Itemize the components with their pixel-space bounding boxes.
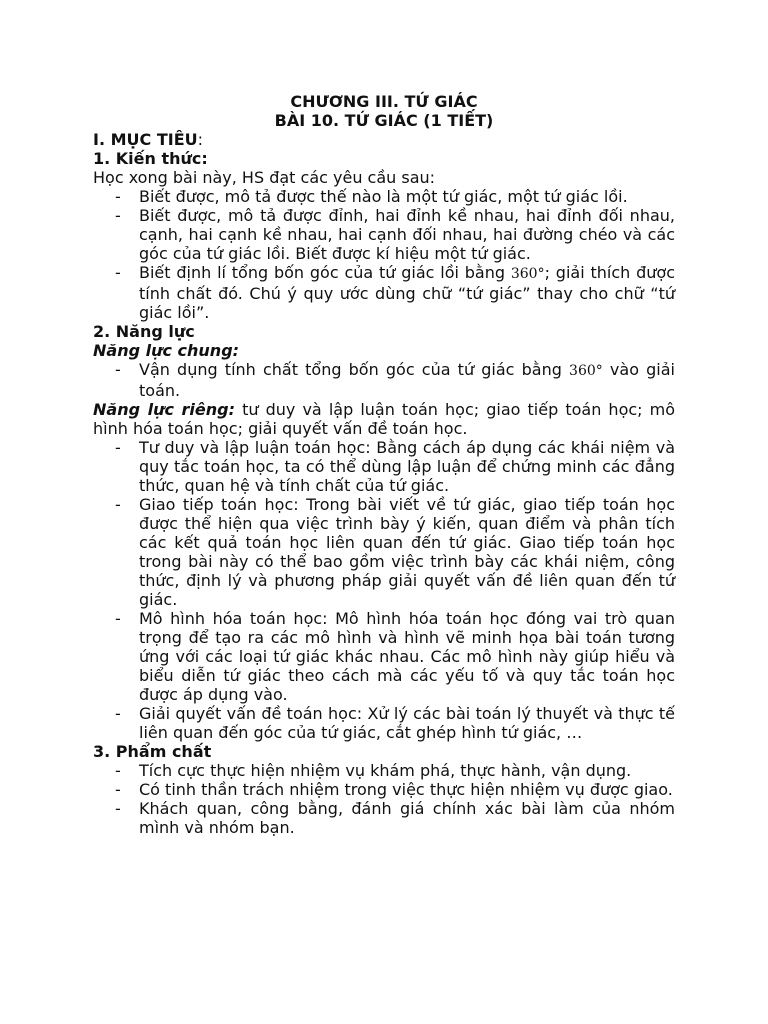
competence-item-text: Giải quyết vấn đề toán học: Xử lý các bài toán lý thuyết và thực tế liên quan đến góc của tứ giác, cắt ghép hình tứ giác, …: [139, 704, 675, 742]
objectives-heading-text: I. MỤC TIÊU: [93, 130, 198, 149]
general-competence-list: [93, 360, 675, 400]
bullet-dash: -: [115, 263, 121, 282]
quality-item-text: Khách quan, công bằng, đánh giá chính xác bài làm của nhóm mình và nhóm bạn.: [139, 799, 675, 837]
general-competence-item: [93, 360, 675, 400]
quality-item-text: Có tinh thần trách nhiệm trong việc thực hiện nhiệm vụ được giao.: [139, 780, 673, 799]
bullet-dash: -: [115, 609, 121, 628]
competence-item-text: Mô hình hóa toán học: Mô hình hóa toán học đóng vai trò quan trọng để tạo ra các mô hình và hình vẽ minh họa bài toán tương ứng với các loại tứ giác khác nhau. Các mô hình này giúp hiểu và biểu diễn tứ giác theo cách mà các yếu tố và quy tắc toán học được áp dụng vào.: [139, 609, 675, 704]
specific-competence-text: tư duy và lập luận toán học; giao tiếp toán học; mô hình hóa toán học; giải quyết vấn đề toán học.: [93, 400, 676, 438]
knowledge-item: [93, 263, 675, 322]
competence-heading: 2. Năng lực: [93, 322, 195, 341]
quality-item-text: Tích cực thực hiện nhiệm vụ khám phá, thực hành, vận dụng.: [139, 761, 632, 780]
general-item-text-a: Vận dụng tính chất tổng bốn góc của tứ giác bằng: [139, 360, 570, 379]
quality-item: [93, 761, 675, 780]
bullet-dash: -: [115, 206, 121, 225]
competence-item: [93, 609, 675, 704]
knowledge-item-text-b: ; giải thích được tính chất đó. Chú ý quy ước dùng chữ “tứ giác” thay cho chữ “tứ giác lồi”.: [139, 263, 675, 322]
knowledge-item-text-a: Biết định lí tổng bốn góc của tứ giác lồi bằng: [139, 263, 511, 282]
bullet-dash: -: [115, 438, 121, 457]
general-item-text-b: vào giải toán.: [139, 360, 675, 400]
document-page: [93, 92, 675, 837]
specific-competence-list: [93, 438, 675, 742]
quality-heading: 3. Phẩm chất: [93, 742, 212, 761]
general-competence-heading: Năng lực chung:: [93, 341, 240, 360]
quality-item: [93, 799, 675, 837]
specific-competence-paragraph: [93, 400, 675, 438]
bullet-dash: -: [115, 704, 121, 723]
knowledge-item-text: Biết được, mô tả được thế nào là một tứ giác, một tứ giác lồi.: [139, 187, 628, 206]
bullet-dash: -: [115, 799, 121, 818]
section-objectives-heading: [93, 130, 675, 149]
chapter-title: CHƯƠNG III. TỨ GIÁC: [290, 92, 478, 111]
quality-list: [93, 761, 675, 837]
knowledge-item-text: Biết được, mô tả được đỉnh, hai đỉnh kề nhau, hai đỉnh đối nhau, cạnh, hai cạnh kề nhau, hai cạnh đối nhau, hai đường chéo và các góc của tứ giác lồi. Biết được kí hiệu một tứ giác.: [139, 206, 675, 263]
angle-sum-value: 360°: [569, 363, 603, 379]
specific-competence-heading: Năng lực riêng:: [93, 400, 236, 419]
knowledge-list: [93, 187, 675, 322]
competence-item-text: Giao tiếp toán học: Trong bài viết về tứ giác, giao tiếp toán học được thể hiện qua việc trình bày ý kiến, quan điểm và phân tích các kết quả toán học liên quan đến tứ giác. Giao tiếp toán học trong bài này có thể bao gồm việc trình bày các khái niệm, công thức, định lý và phương pháp giải quyết vấn đề liên quan đến tứ giác.: [139, 495, 675, 609]
quality-item: [93, 780, 675, 799]
objectives-heading-colon: :: [197, 130, 204, 149]
bullet-dash: -: [115, 187, 121, 206]
knowledge-heading: 1. Kiến thức:: [93, 149, 208, 168]
competence-item: [93, 438, 675, 495]
angle-sum-value: 360°: [510, 266, 545, 282]
competence-item: [93, 704, 675, 742]
competence-item-text: Tư duy và lập luận toán học: Bằng cách áp dụng các khái niệm và quy tắc toán học, ta có thể dùng lập luận để chứng minh các đẳng thức, quan hệ và tính chất của tứ giác.: [139, 438, 675, 495]
knowledge-intro: Học xong bài này, HS đạt các yêu cầu sau:: [93, 168, 436, 187]
bullet-dash: -: [115, 761, 121, 780]
bullet-dash: -: [115, 495, 121, 514]
competence-item: [93, 495, 675, 609]
bullet-dash: -: [115, 360, 121, 379]
knowledge-item: [93, 206, 675, 263]
lesson-title: BÀI 10. TỨ GIÁC (1 TIẾT): [274, 111, 494, 130]
bullet-dash: -: [115, 780, 121, 799]
knowledge-item: [93, 187, 675, 206]
